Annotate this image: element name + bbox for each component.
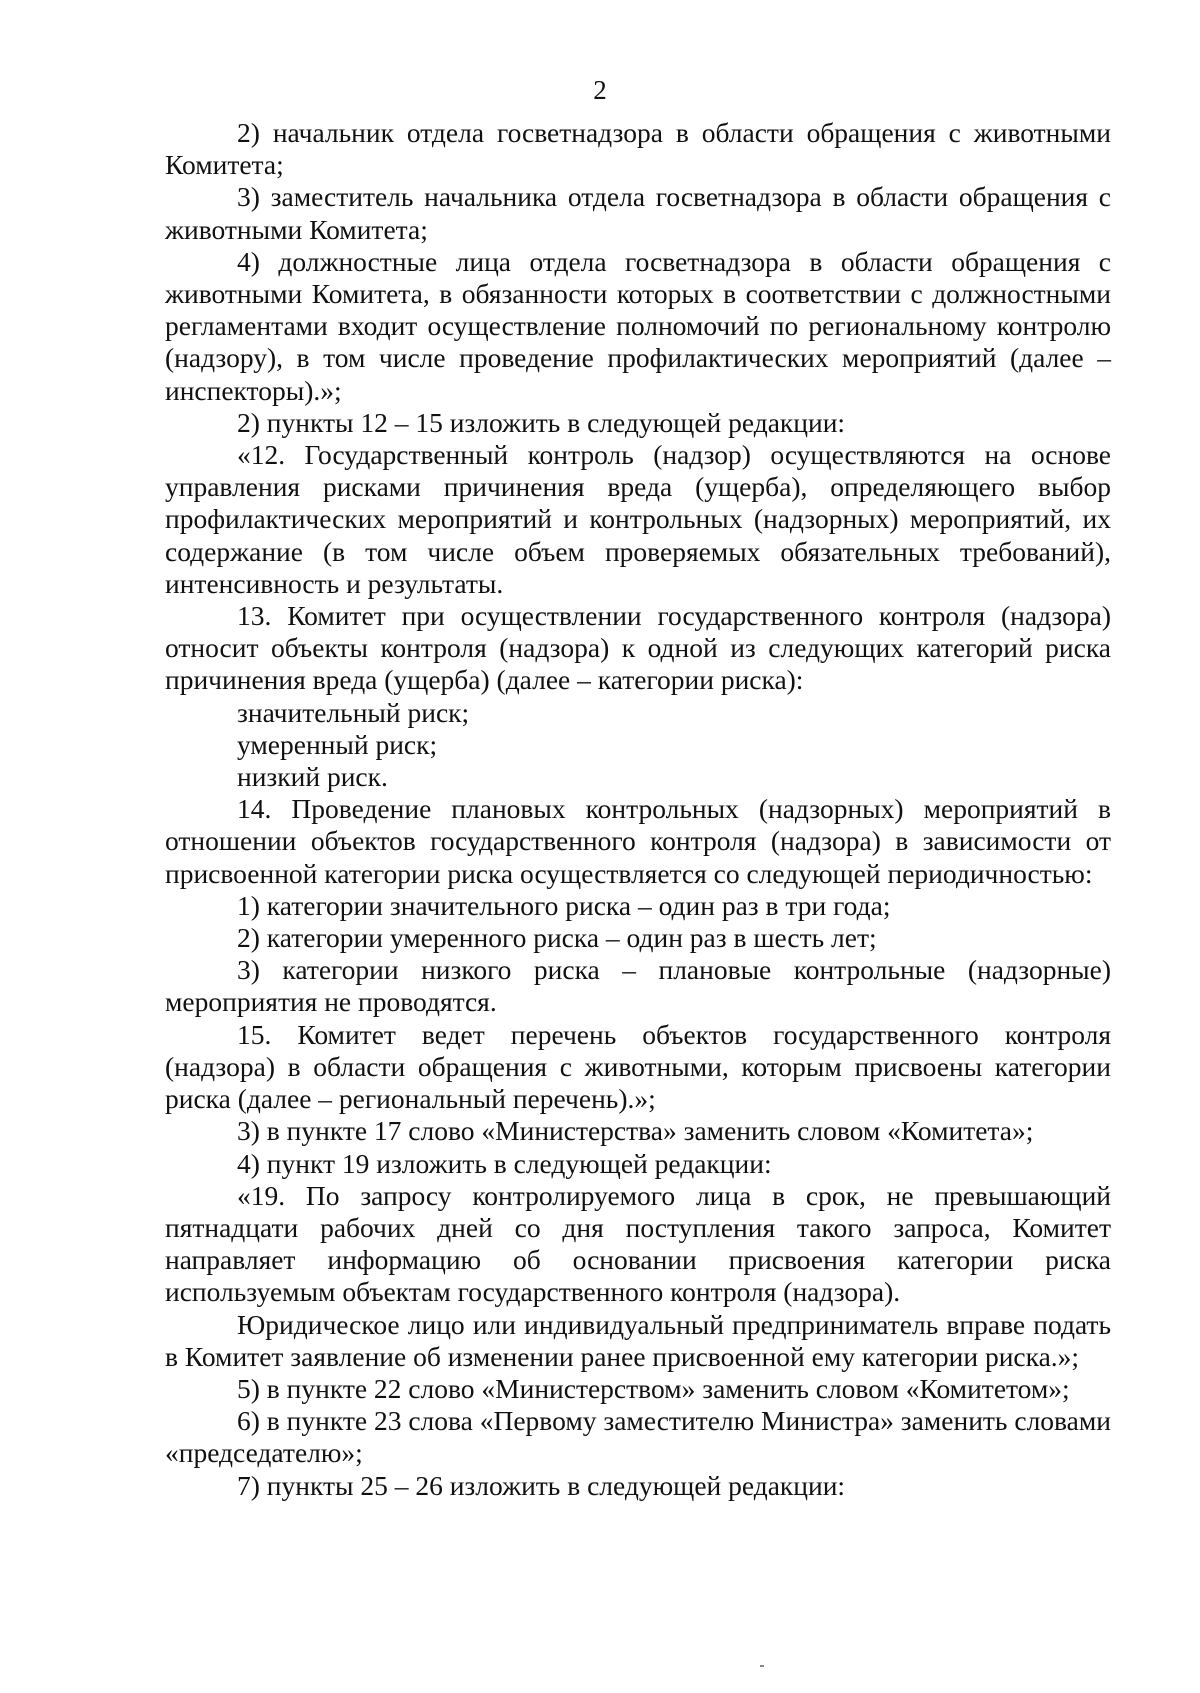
paragraph: 3) заместитель начальника отдела госветнадзора в области обращения с животными Комитета; [165,181,1111,245]
paragraph: 4) должностные лица отдела госветнадзора в области обращения с животными Комитета, в обязанности которых в соответствии с должностными регламентами входит осуществление полномочий по региональному контролю (надзору), в том числе проведение профилактических мероприятий (далее – инспекторы).»; [165,245,1111,406]
paragraph: 6) в пункте 23 слова «Первому заместителю Министра» заменить словами «председателю»; [165,1405,1111,1469]
paragraph: «19. По запросу контролируемого лица в срок, не превышающий пятнадцати рабочих дней со дня поступления такого запроса, Комитет направляет информацию об основании присвоения категории риска используемым объектам государственного контроля (надзора). [165,1179,1111,1308]
paragraph: 2) пункты 12 – 15 изложить в следующей редакции: [237,406,846,438]
list-item: значительный риск; [237,696,470,728]
list-item: 3) категории низкого риска – плановые контрольные (надзорные) мероприятия не проводятся. [165,954,1111,1018]
list-item: низкий риск. [237,761,388,793]
page-number: 2 [593,75,607,105]
paragraph: 4) пункт 19 изложить в следующей редакции: [237,1147,772,1179]
paragraph: 5) в пункте 22 слово «Министерством» заменить словом «Комитетом»; [237,1372,1070,1404]
list-item: умеренный риск; [237,728,438,760]
list-item: 1) категории значительного риска – один раз в три года; [237,889,891,921]
paragraph: 7) пункты 25 – 26 изложить в следующей редакции: [237,1469,846,1501]
document-body [165,117,1111,1502]
scan-speck [760,1665,764,1667]
paragraph: «12. Государственный контроль (надзор) осуществляются на основе управления рисками причинения вреда (ущерба), определяющего выбор профилактических мероприятий и контрольных (надзорных) мероприятий, их содержание (в том числе объем проверяемых обязательных требований), интенсивность и результаты. [165,439,1111,599]
paragraph: 14. Проведение плановых контрольных (надзорных) мероприятий в отношении объектов государственного контроля (надзора) в зависимости от присвоенной категории риска осуществляется со следующей периодичностью: [165,793,1111,889]
paragraph: 3) в пункте 17 слово «Министерства» заменить словом «Комитета»; [237,1115,1034,1147]
paragraph: Юридическое лицо или индивидуальный предприниматель вправе подать в Комитет заявление об изменении ранее присвоенной ему категории риска.»; [165,1308,1111,1372]
paragraph: 2) начальник отдела госветнадзора в области обращения с животными Комитета; [165,117,1111,181]
list-item: 2) категории умеренного риска – один раз в шесть лет; [237,922,877,954]
paragraph: 13. Комитет при осуществлении государственного контроля (надзора) относит объекты контроля (надзора) к одной из следующих категорий риска причинения вреда (ущерба) (далее – категории риска): [165,600,1111,696]
paragraph: 15. Комитет ведет перечень объектов государственного контроля (надзора) в области обращения с животными, которым присвоены категории риска (далее – региональный перечень).»; [165,1018,1111,1115]
